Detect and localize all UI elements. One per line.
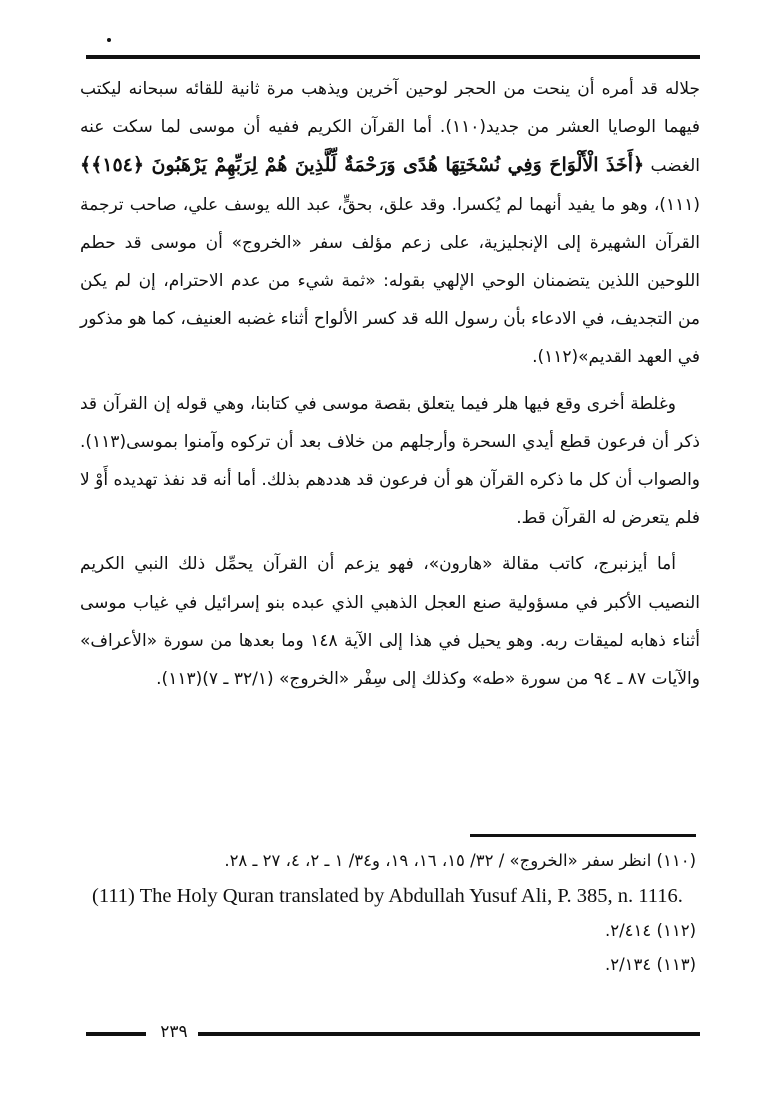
header-rule bbox=[86, 55, 700, 59]
header-dot bbox=[107, 38, 111, 42]
quran-verse: ﴿أَخَذَ الْأَلْوَاحَ وَفِي نُسْخَتِهَا هُدًى وَرَحْمَةٌ لِّلَّذِينَ هُمْ لِرَبِّهِمْ يَرْهَبُونَ ﴿١٥٤﴾﴾ bbox=[80, 154, 645, 177]
paragraph bbox=[80, 385, 700, 538]
paragraph-text: أما أيزنبرج، كاتب مقالة «هارون»، فهو يزعم أن القرآن يحمِّل ذلك النبي الكريم النصيب الأكبر في مسؤولية صنع العجل الذهبي الذي عبده بنو إسرائيل في غياب موسى أثناء ذهابه لميقات ربه. وهو يحيل في هذا إلى الآية ١٤٨ وما بعدها من سورة «الأعراف» والآيات ٨٧ ـ ٩٤ من سورة «طه» وكذلك إلى سِفْر «الخروج» (٣٢/١ ـ ٧)(١١٣). bbox=[80, 554, 701, 690]
paragraph-text: جلاله قد أمره أن ينحت من الحجر لوحين آخرين ويذهب مرة ثانية للقائه سبحانه ليكتب فيهما الوصايا العشر من جديد(١١٠). أما القرآن الكريم ففيه أن موسى لما سكت عنه الغضب bbox=[80, 79, 701, 177]
footnote-separator bbox=[470, 834, 696, 837]
main-text bbox=[80, 70, 700, 706]
paragraph-text: (١١١)، وهو ما يفيد أنهما لم يُكسرا. وقد علق، بحقٍّ، عبد الله يوسف علي، صاحب ترجمة القرآن الشهيرة إلى الإنجليزية، على زعم مؤلف سفر «الخروج» أن موسى قد حطم اللوحين اللذين يتضمنان الوحي الإلهي بقوله: «ثمة شيء من عدم الاحترام، إن لم يكن من التجديف، في الادعاء بأن رسول الله قد كسر الألواح أثناء غضبه العنيف، كما هو مذكور في العهد القديم»(١١٢). bbox=[80, 194, 700, 368]
page-footer bbox=[86, 1022, 700, 1042]
footnotes bbox=[80, 844, 696, 982]
footnote: (١١٠) انظر سفر «الخروج» / ٣٢/ ١٥، ١٦، ١٩، و٣٤/ ١ ـ ٢، ٤، ٢٧ ـ ٢٨. bbox=[224, 851, 696, 870]
footnote: (111) The Holy Quran translated by Abdullah Yusuf Ali, P. 385, n. 1116. bbox=[92, 885, 683, 907]
paragraph-text: وغلطة أخرى وقع فيها هلر فيما يتعلق بقصة موسى في كتابنا، وهي قوله إن القرآن قد ذكر أن فرعون قطع أيدي السحرة وأرجلهم من خلاف بعد أن تركوه وآمنوا بموسى(١١٣). والصواب أن كل ما ذكره القرآن هو أن فرعون قد هددهم بذلك. أما أنه قد نفذ تهديده أَوْ لا فلم يتعرض له القرآن قط. bbox=[80, 393, 700, 529]
footnote: (١١٣) ٢/١٣٤. bbox=[605, 955, 696, 974]
footnote: (١١٢) ٢/٤١٤. bbox=[605, 921, 696, 940]
paragraph bbox=[80, 545, 700, 698]
paragraph bbox=[80, 70, 700, 377]
footer-rule-right bbox=[198, 1032, 700, 1036]
footer-rule-left bbox=[86, 1032, 146, 1036]
page-number: ٢٣٩ bbox=[160, 1022, 188, 1042]
